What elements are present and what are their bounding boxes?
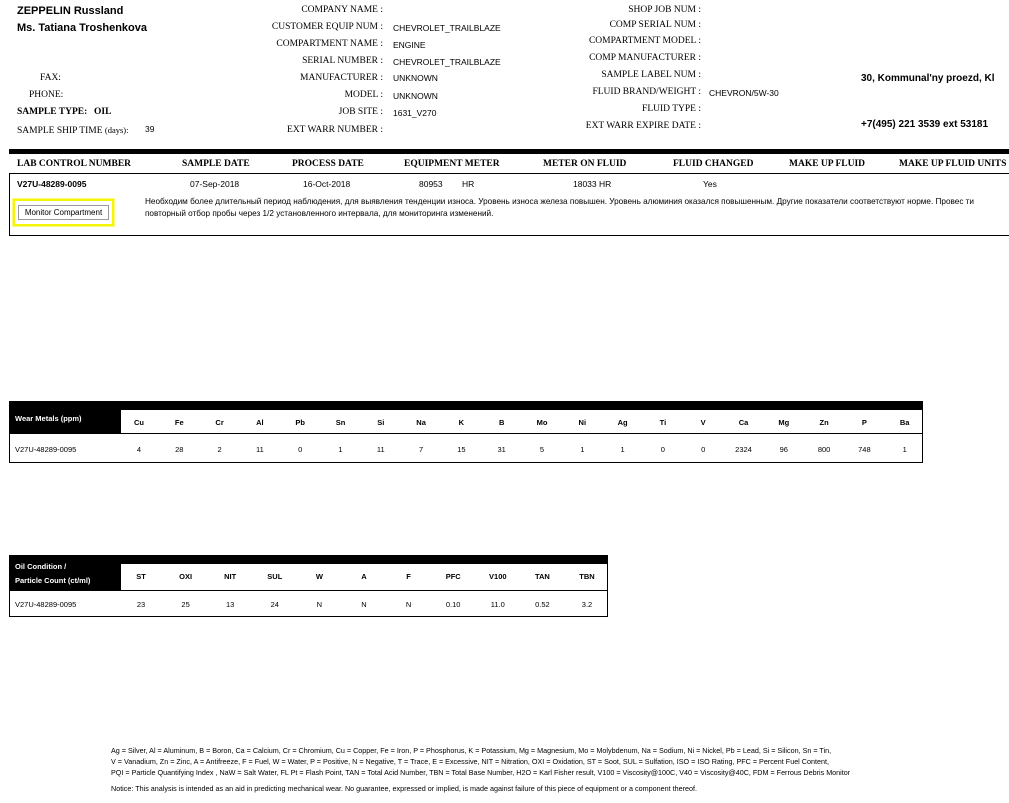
- fluid-brand-value: CHEVRON/5W-30: [709, 88, 779, 98]
- wear-metals-col-mo: Mo: [536, 418, 548, 427]
- compartment-name-label: COMPARTMENT NAME :: [276, 39, 383, 49]
- manufacturer-value: UNKNOWN: [393, 73, 438, 83]
- lab-header-equipment-meter: EQUIPMENT METER: [404, 159, 500, 169]
- model-value: UNKNOWN: [393, 91, 438, 101]
- oil-condition-value-st: 23: [136, 600, 146, 609]
- notice: Notice: This analysis is intended as an aid in predicting mechanical wear. No guarantee, expressed or implied, is made against failure of this piece of equipment or a component thereof.: [111, 784, 697, 793]
- lab-header-control: LAB CONTROL NUMBER: [17, 159, 132, 169]
- lab-process-date: 16-Oct-2018: [303, 179, 351, 189]
- wear-metals-value-na: 7: [419, 445, 424, 454]
- wear-metals-col-ag: Ag: [617, 418, 628, 427]
- lab-equipment-meter: 80953: [419, 179, 443, 189]
- wear-metals-value-cr: 2: [217, 445, 222, 454]
- wear-metals-value-v: 0: [701, 445, 706, 454]
- lab-header-make-up-fluid: MAKE UP FLUID: [789, 159, 865, 169]
- comp-manufacturer-label: COMP MANUFACTURER :: [589, 53, 701, 63]
- wear-metals-value-ca: 2324: [735, 445, 752, 454]
- wear-metals-value-al: 11: [255, 445, 264, 454]
- compartment-name-value: ENGINE: [393, 40, 426, 50]
- lab-sample-date: 07-Sep-2018: [190, 179, 240, 189]
- monitor-compartment-button[interactable]: [13, 199, 114, 226]
- wear-metals-title: Wear Metals (ppm): [15, 414, 82, 423]
- wear-metals-value-si: 11: [376, 445, 385, 454]
- oil-condition-value-tbn: 3.2: [581, 600, 593, 609]
- oil-condition-col-oxi: OXI: [179, 572, 193, 581]
- ext-warr-label: EXT WARR NUMBER :: [287, 125, 383, 135]
- wear-metals-col-pb: Pb: [295, 418, 305, 427]
- oil-condition-value-pfc: 0.10: [445, 600, 461, 609]
- wear-metals-value-pb: 0: [298, 445, 303, 454]
- customer-address: 30, Kommunal'ny proezd, Kl: [861, 73, 995, 84]
- company-name-label: COMPANY NAME :: [301, 5, 383, 15]
- wear-metals-col-al: Al: [256, 418, 264, 427]
- wear-metals-col-ti: Ti: [659, 418, 667, 427]
- wear-metals-col-k: K: [458, 418, 465, 427]
- wear-metals-value-fe: 28: [175, 445, 184, 454]
- oil-condition-col-tbn: TBN: [579, 572, 595, 581]
- sample-type-label: SAMPLE TYPE:: [17, 107, 88, 117]
- customer-contact: Ms. Tatiana Troshenkova: [17, 22, 148, 34]
- oil-condition-value-sul: 24: [270, 600, 279, 609]
- ext-warr-expire-label: EXT WARR EXPIRE DATE :: [585, 121, 701, 131]
- ship-time-label: [17, 125, 129, 136]
- wear-metals-value-sn: 1: [338, 445, 343, 454]
- phone-label: PHONE:: [29, 90, 64, 100]
- wear-metals-row-id: V27U-48289-0095: [15, 445, 77, 454]
- oil-condition-value-v100: 11.0: [490, 600, 505, 609]
- lab-equipment-meter-unit: HR: [462, 179, 475, 189]
- wear-metals-col-ba: Ba: [899, 418, 910, 427]
- sample-label-label: SAMPLE LABEL NUM :: [601, 70, 701, 80]
- lab-control-number: V27U-48289-0095: [17, 179, 87, 189]
- model-label: MODEL :: [344, 90, 383, 100]
- oil-condition-title-1: Oil Condition /: [15, 562, 67, 571]
- wear-metals-col-ni: Ni: [578, 418, 587, 427]
- wear-metals-value-p: 748: [858, 445, 871, 454]
- fax-label: FAX:: [40, 73, 61, 83]
- sample-type-value: OIL: [94, 107, 112, 117]
- wear-metals-col-b: B: [498, 418, 505, 427]
- wear-metals-col-si: Si: [377, 418, 385, 427]
- wear-metals-value-mg: 96: [779, 445, 788, 454]
- wear-metals-col-sn: Sn: [335, 418, 346, 427]
- lab-header-sample-date: SAMPLE DATE: [182, 159, 250, 169]
- oil-condition-col-v100: V100: [489, 572, 507, 581]
- lab-comment: Необходим более длительный период наблюдения, для выявления тенденции износа. Уровень износа железа повышен. Уровень алюминия оказался повышенным. Другие показатели соответствуют норме. Провес ти повторный отбор пробы через 1/2 установленного интервала, для мониторинга изменений.: [145, 197, 975, 218]
- oil-condition-col-w: W: [315, 572, 323, 581]
- oil-condition-value-tan: 0.52: [535, 600, 550, 609]
- lab-header-fluid-changed: FLUID CHANGED: [673, 159, 754, 169]
- wear-metals-value-mo: 5: [539, 445, 545, 454]
- oil-condition-col-pfc: PFC: [445, 572, 461, 581]
- customer-equip-value: CHEVROLET_TRAILBLAZE: [393, 23, 501, 33]
- oil-condition-value-nit: 13: [226, 600, 235, 609]
- lab-meter-on-fluid: 18033 HR: [573, 179, 612, 189]
- oil-condition-value-w: N: [316, 600, 323, 609]
- lab-header-process-date: PROCESS DATE: [292, 159, 364, 169]
- ship-time-label-text: SAMPLE SHIP TIME: [17, 126, 103, 136]
- comp-serial-label: COMP SERIAL NUM :: [609, 20, 701, 30]
- wear-metals-table: [9, 401, 923, 463]
- oil-condition-col-f: F: [406, 572, 411, 581]
- monitor-compartment-label: Monitor Compartment: [18, 205, 109, 220]
- header-divider: [9, 149, 1009, 154]
- legend-line-3: PQI = Particle Quantifying Index , NaW = Salt Water, FL Pt = Flash Point, TAN = Total Acid Number, TBN = Total Base Number, H2O = Karl Fisher result, V100 = Viscosity@100C, V40 = Viscosity@40C, FDM = Ferrous Debris Monitor: [111, 768, 851, 777]
- wear-metals-col-fe: Fe: [174, 418, 184, 427]
- wear-metals-value-k: 15: [457, 445, 466, 454]
- wear-metals-value-b: 31: [497, 445, 506, 454]
- oil-condition-value-a: N: [361, 600, 367, 609]
- wear-metals-col-p: P: [861, 418, 867, 427]
- job-site-value: 1631_V270: [393, 108, 437, 118]
- wear-metals-header-rule: [10, 433, 922, 434]
- oil-condition-row-id: V27U-48289-0095: [15, 600, 77, 609]
- oil-condition-title-2: Particle Count (ct/ml): [15, 576, 91, 585]
- oil-condition-col-st: ST: [136, 572, 146, 581]
- wear-metals-value-zn: 800: [817, 445, 831, 454]
- wear-metals-col-mg: Mg: [778, 418, 790, 427]
- wear-metals-value-ti: 0: [660, 445, 665, 454]
- oil-condition-header-rule: [10, 590, 607, 591]
- oil-condition-col-nit: NIT: [224, 572, 237, 581]
- wear-metals-col-na: Na: [416, 418, 426, 427]
- wear-metals-col-zn: Zn: [819, 418, 829, 427]
- oil-condition-table: [9, 555, 608, 617]
- shop-job-label: SHOP JOB NUM :: [628, 5, 701, 15]
- legend-line-1: Ag = Silver, Al = Aluminum, B = Boron, Ca = Calcium, Cr = Chromium, Cu = Copper, Fe = Iron, P = Phosphorus, K = Potassium, Mg = Magnesium, Mo = Molybdenum, Na = Sodium, Ni = Nickel, Pb = Lead, Si = Silicon, Sn = Tin,: [111, 746, 832, 755]
- wear-metals-value-cu: 4: [136, 445, 142, 454]
- fluid-brand-label: FLUID BRAND/WEIGHT :: [592, 87, 701, 97]
- lab-fluid-changed: Yes: [703, 179, 717, 189]
- ship-time-value: 39: [145, 124, 155, 134]
- wear-metals-value-ni: 1: [580, 445, 585, 454]
- legend-line-2: V = Vanadium, Zn = Zinc, A = Antifreeze, F = Fuel, W = Water, P = Positive, N = Negative, T = Trace, E = Excessive, NIT = Nitration, OXI = Oxidation, ST = Soot, SUL = Sulfation, ISO = ISO Rating, PFC = Percent Fuel Content,: [111, 757, 829, 766]
- customer-phone: +7(495) 221 3539 ext 53181: [861, 119, 989, 130]
- lab-header-make-up-units: MAKE UP FLUID UNITS: [899, 159, 1007, 169]
- wear-metals-col-ca: Ca: [738, 418, 749, 427]
- oil-condition-value-f: N: [405, 600, 412, 609]
- serial-value: CHEVROLET_TRAILBLAZE: [393, 57, 501, 67]
- wear-metals-header-bar: [10, 402, 922, 410]
- manufacturer-label: MANUFACTURER :: [300, 73, 383, 83]
- oil-condition-col-sul: SUL: [267, 572, 283, 581]
- wear-metals-value-ag: 1: [620, 445, 625, 454]
- comp-model-label: COMPARTMENT MODEL :: [588, 36, 701, 46]
- oil-condition-value-oxi: 25: [181, 600, 190, 609]
- wear-metals-value-ba: 1: [902, 445, 907, 454]
- customer-company: ZEPPELIN Russland: [17, 5, 124, 17]
- wear-metals-col-cu: Cu: [134, 418, 144, 427]
- serial-label: SERIAL NUMBER :: [302, 56, 383, 66]
- lab-header-meter-on-fluid: METER ON FLUID: [543, 159, 627, 169]
- job-site-label: JOB SITE :: [338, 107, 383, 117]
- oil-condition-col-tan: TAN: [534, 572, 550, 581]
- ship-time-unit: (days):: [104, 125, 129, 135]
- wear-metals-col-v: V: [700, 418, 706, 427]
- oil-condition-col-a: A: [361, 572, 367, 581]
- fluid-type-label: FLUID TYPE :: [642, 104, 701, 114]
- wear-metals-col-cr: Cr: [215, 418, 224, 427]
- customer-equip-label: CUSTOMER EQUIP NUM :: [271, 22, 383, 32]
